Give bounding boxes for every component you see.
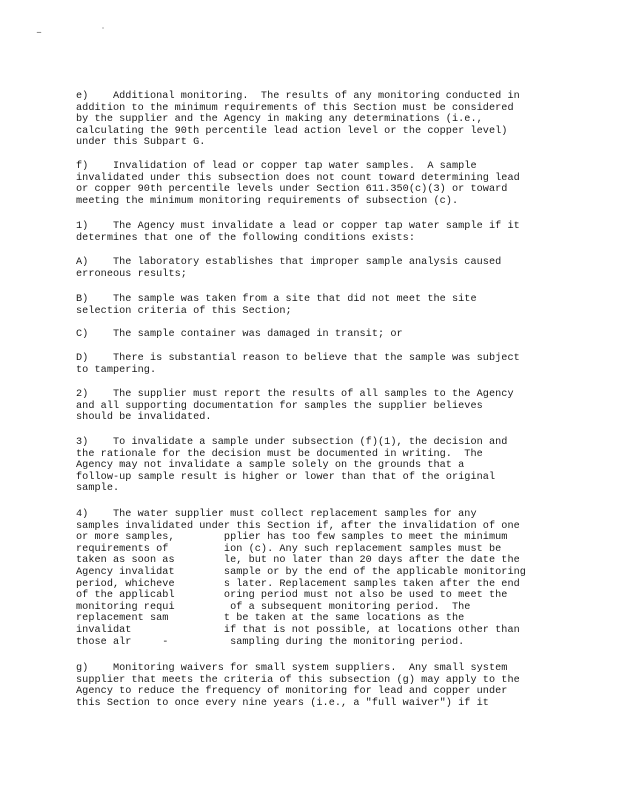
- text-line: erroneous results;: [76, 268, 187, 280]
- text-line: calculating the 90th percentile lead action level or the copper level): [76, 125, 508, 137]
- paragraph-B: [76, 294, 546, 317]
- text-line: the rationale for the decision must be documented in writing. The: [76, 448, 483, 460]
- text-line: should be invalidated.: [76, 412, 212, 424]
- paragraph-e: [76, 91, 546, 149]
- text-line: period, whicheve s later. Replacement samples taken after the end: [76, 578, 520, 590]
- text-line: replacement sam t be taken at the same locations as the: [76, 613, 465, 625]
- text-line: 4) The water supplier must collect replacement samples for any: [76, 509, 477, 520]
- text-line: by the supplier and the Agency in making any determinations (i.e.,: [76, 114, 483, 126]
- text-line: selection criteria of this Section;: [76, 305, 292, 317]
- text-line: monitoring requi of a subsequent monitoring period. The: [76, 601, 471, 613]
- paragraph-g: [76, 663, 546, 709]
- text-line: those alr - sampling during the monitoring period.: [76, 636, 465, 648]
- paragraph-f4: [76, 509, 546, 648]
- text-line: Agency may not invalidate a sample solely on the grounds that a: [76, 460, 465, 472]
- text-line: 2) The supplier must report the results of all samples to the Agency: [76, 389, 514, 400]
- paragraph-f1: [76, 221, 546, 244]
- text-line: sample.: [76, 483, 120, 495]
- text-line: of the applicabl oring period must not also be used to meet the: [76, 590, 508, 602]
- text-line: D) There is substantial reason to believe that the sample was subject: [76, 353, 520, 364]
- text-line: Agency to reduce the frequency of monitoring for lead and copper under: [76, 686, 508, 698]
- text-line: Agency invalidat sample or by the end of the applicable monitoring: [76, 566, 526, 578]
- text-line: or more samples, pplier has too few samples to meet the minimum: [76, 532, 508, 544]
- text-line: and all supporting documentation for samples the supplier believes: [76, 400, 483, 412]
- text-line: determines that one of the following conditions exists:: [76, 232, 415, 244]
- text-line: supplier that meets the criteria of this subsection (g) may apply to the: [76, 674, 520, 686]
- paragraph-f: [76, 161, 546, 207]
- paragraph-C: [76, 329, 546, 341]
- text-line: under this Subpart G.: [76, 137, 206, 149]
- text-line: samples invalidated under this Section if, after the invalidation of one: [76, 520, 520, 532]
- paragraph-f3: [76, 437, 546, 495]
- paragraph-D: [76, 353, 546, 376]
- text-line: B) The sample was taken from a site that did not meet the site: [76, 294, 477, 305]
- text-line: requirements of ion (c). Any such replacement samples must be: [76, 543, 502, 555]
- text-line: e) Additional monitoring. The results of any monitoring conducted in: [76, 91, 520, 102]
- text-line: A) The laboratory establishes that improper sample analysis caused: [76, 257, 502, 268]
- paragraph-f2: [76, 389, 546, 424]
- text-line: follow-up sample result is higher or lower than that of the original: [76, 471, 496, 483]
- text-line: this Section to once every nine years (i.e., a "full waiver") if it: [76, 697, 489, 709]
- text-line: to tampering.: [76, 364, 157, 376]
- text-line: 1) The Agency must invalidate a lead or copper tap water sample if it: [76, 221, 520, 232]
- paragraph-A: [76, 257, 546, 280]
- text-line: g) Monitoring waivers for small system suppliers. Any small system: [76, 663, 508, 674]
- text-line: or copper 90th percentile levels under Section 611.350(c)(3) or toward: [76, 184, 508, 196]
- text-line: meeting the minimum monitoring requirements of subsection (c).: [76, 195, 459, 207]
- text-line: addition to the minimum requirements of this Section must be considered: [76, 102, 514, 114]
- text-line: C) The sample container was damaged in transit; or: [76, 329, 403, 340]
- scan-specks: ‒ ˙: [36, 28, 133, 39]
- text-line: invalidated under this subsection does not count toward determining lead: [76, 172, 520, 184]
- text-line: invalidat if that is not possible, at locations other than: [76, 624, 520, 636]
- text-line: taken as soon as le, but no later than 20 days after the date the: [76, 555, 520, 567]
- text-line: f) Invalidation of lead or copper tap water samples. A sample: [76, 161, 477, 172]
- text-line: 3) To invalidate a sample under subsection (f)(1), the decision and: [76, 437, 508, 448]
